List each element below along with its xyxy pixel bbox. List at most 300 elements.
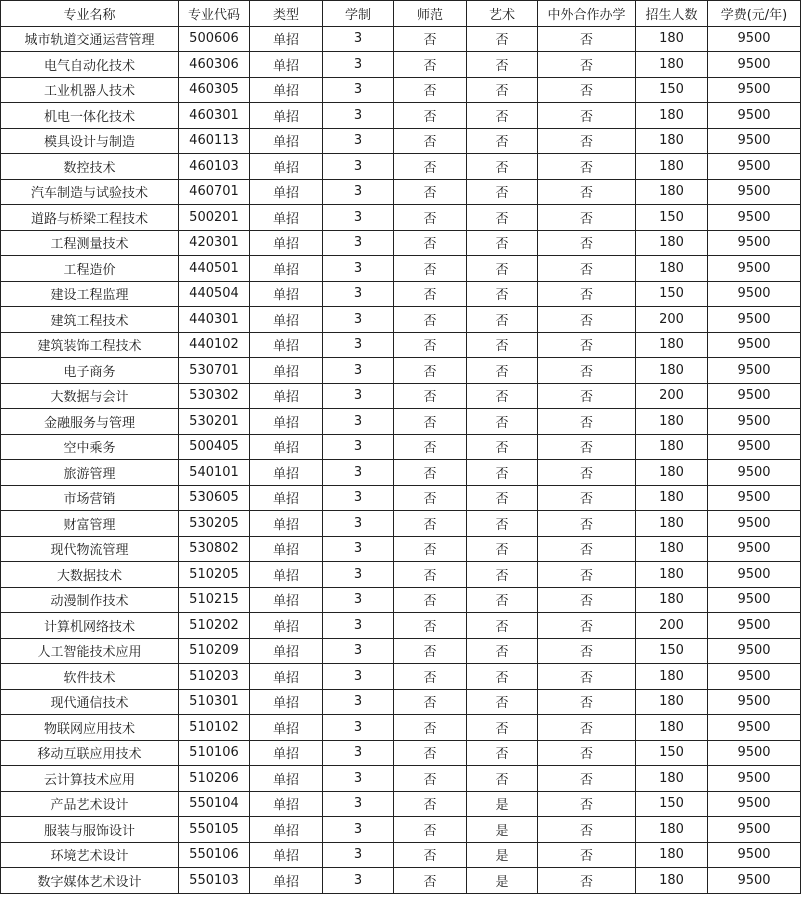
cell-art: 否 <box>467 230 538 256</box>
cell-major-code: 540101 <box>179 460 250 486</box>
table-row <box>1 154 801 180</box>
cell-joint-program: 否 <box>538 409 636 435</box>
cell-major-name: 移动互联应用技术 <box>1 740 179 766</box>
cell-major-name: 城市轨道交通运营管理 <box>1 26 179 52</box>
cell-art: 否 <box>467 205 538 231</box>
table-body <box>1 26 801 893</box>
cell-duration: 3 <box>323 358 394 384</box>
cell-enrollment: 180 <box>636 664 708 690</box>
header-major-code: 专业代码 <box>179 1 250 27</box>
cell-joint-program: 否 <box>538 281 636 307</box>
table-row <box>1 205 801 231</box>
cell-duration: 3 <box>323 689 394 715</box>
header-enrollment: 招生人数 <box>636 1 708 27</box>
cell-joint-program: 否 <box>538 383 636 409</box>
cell-type: 单招 <box>250 409 323 435</box>
cell-joint-program: 否 <box>538 511 636 537</box>
cell-tuition: 9500 <box>708 77 801 103</box>
cell-art: 否 <box>467 281 538 307</box>
cell-type: 单招 <box>250 511 323 537</box>
cell-art: 否 <box>467 613 538 639</box>
cell-duration: 3 <box>323 128 394 154</box>
cell-type: 单招 <box>250 689 323 715</box>
cell-enrollment: 200 <box>636 383 708 409</box>
cell-type: 单招 <box>250 536 323 562</box>
cell-normal: 否 <box>394 791 467 817</box>
cell-tuition: 9500 <box>708 383 801 409</box>
cell-joint-program: 否 <box>538 638 636 664</box>
cell-enrollment: 180 <box>636 128 708 154</box>
cell-major-name: 财富管理 <box>1 511 179 537</box>
cell-joint-program: 否 <box>538 740 636 766</box>
cell-major-code: 440501 <box>179 256 250 282</box>
cell-type: 单招 <box>250 383 323 409</box>
cell-tuition: 9500 <box>708 281 801 307</box>
cell-joint-program: 否 <box>538 52 636 78</box>
cell-duration: 3 <box>323 409 394 435</box>
cell-normal: 否 <box>394 281 467 307</box>
cell-duration: 3 <box>323 562 394 588</box>
header-duration: 学制 <box>323 1 394 27</box>
table-row <box>1 256 801 282</box>
header-joint-program: 中外合作办学 <box>538 1 636 27</box>
cell-major-code: 530701 <box>179 358 250 384</box>
cell-tuition: 9500 <box>708 256 801 282</box>
cell-tuition: 9500 <box>708 485 801 511</box>
cell-tuition: 9500 <box>708 766 801 792</box>
table-row <box>1 613 801 639</box>
cell-type: 单招 <box>250 281 323 307</box>
cell-type: 单招 <box>250 128 323 154</box>
cell-duration: 3 <box>323 52 394 78</box>
cell-type: 单招 <box>250 740 323 766</box>
table-row <box>1 791 801 817</box>
cell-enrollment: 180 <box>636 409 708 435</box>
cell-duration: 3 <box>323 740 394 766</box>
cell-enrollment: 150 <box>636 791 708 817</box>
cell-normal: 否 <box>394 689 467 715</box>
cell-major-name: 现代通信技术 <box>1 689 179 715</box>
cell-enrollment: 180 <box>636 511 708 537</box>
cell-tuition: 9500 <box>708 103 801 129</box>
cell-major-name: 汽车制造与试验技术 <box>1 179 179 205</box>
header-normal: 师范 <box>394 1 467 27</box>
cell-normal: 否 <box>394 511 467 537</box>
cell-type: 单招 <box>250 587 323 613</box>
cell-art: 是 <box>467 842 538 868</box>
cell-major-code: 510203 <box>179 664 250 690</box>
table-row <box>1 664 801 690</box>
cell-normal: 否 <box>394 664 467 690</box>
cell-joint-program: 否 <box>538 715 636 741</box>
header-art: 艺术 <box>467 1 538 27</box>
table-row <box>1 842 801 868</box>
table-row <box>1 358 801 384</box>
cell-type: 单招 <box>250 485 323 511</box>
table-row <box>1 332 801 358</box>
cell-type: 单招 <box>250 205 323 231</box>
cell-major-name: 机电一体化技术 <box>1 103 179 129</box>
cell-normal: 否 <box>394 128 467 154</box>
cell-joint-program: 否 <box>538 332 636 358</box>
cell-duration: 3 <box>323 485 394 511</box>
cell-tuition: 9500 <box>708 52 801 78</box>
cell-type: 单招 <box>250 332 323 358</box>
table-row <box>1 128 801 154</box>
cell-joint-program: 否 <box>538 434 636 460</box>
table-row <box>1 383 801 409</box>
cell-type: 单招 <box>250 154 323 180</box>
cell-type: 单招 <box>250 358 323 384</box>
cell-normal: 否 <box>394 332 467 358</box>
cell-tuition: 9500 <box>708 536 801 562</box>
table-row <box>1 281 801 307</box>
cell-enrollment: 180 <box>636 332 708 358</box>
cell-tuition: 9500 <box>708 740 801 766</box>
cell-duration: 3 <box>323 715 394 741</box>
cell-major-code: 460113 <box>179 128 250 154</box>
cell-type: 单招 <box>250 791 323 817</box>
cell-major-code: 500201 <box>179 205 250 231</box>
cell-joint-program: 否 <box>538 791 636 817</box>
cell-tuition: 9500 <box>708 205 801 231</box>
cell-major-code: 510202 <box>179 613 250 639</box>
cell-normal: 否 <box>394 715 467 741</box>
cell-art: 否 <box>467 358 538 384</box>
table-row <box>1 740 801 766</box>
cell-type: 单招 <box>250 664 323 690</box>
cell-type: 单招 <box>250 817 323 843</box>
cell-joint-program: 否 <box>538 842 636 868</box>
cell-art: 否 <box>467 434 538 460</box>
cell-enrollment: 180 <box>636 715 708 741</box>
cell-major-name: 道路与桥梁工程技术 <box>1 205 179 231</box>
cell-duration: 3 <box>323 868 394 894</box>
cell-type: 单招 <box>250 256 323 282</box>
cell-major-code: 510209 <box>179 638 250 664</box>
cell-type: 单招 <box>250 434 323 460</box>
cell-joint-program: 否 <box>538 128 636 154</box>
cell-major-code: 500405 <box>179 434 250 460</box>
cell-art: 否 <box>467 715 538 741</box>
cell-tuition: 9500 <box>708 817 801 843</box>
cell-duration: 3 <box>323 103 394 129</box>
cell-major-name: 建设工程监理 <box>1 281 179 307</box>
cell-type: 单招 <box>250 460 323 486</box>
cell-normal: 否 <box>394 740 467 766</box>
cell-enrollment: 180 <box>636 868 708 894</box>
cell-normal: 否 <box>394 434 467 460</box>
cell-normal: 否 <box>394 154 467 180</box>
cell-major-name: 人工智能技术应用 <box>1 638 179 664</box>
cell-art: 否 <box>467 740 538 766</box>
cell-enrollment: 180 <box>636 689 708 715</box>
cell-normal: 否 <box>394 766 467 792</box>
cell-art: 否 <box>467 664 538 690</box>
cell-type: 单招 <box>250 562 323 588</box>
cell-tuition: 9500 <box>708 26 801 52</box>
cell-art: 否 <box>467 307 538 333</box>
cell-major-name: 数控技术 <box>1 154 179 180</box>
cell-enrollment: 180 <box>636 256 708 282</box>
cell-enrollment: 180 <box>636 179 708 205</box>
cell-duration: 3 <box>323 154 394 180</box>
cell-major-code: 510301 <box>179 689 250 715</box>
cell-major-code: 530201 <box>179 409 250 435</box>
cell-art: 否 <box>467 638 538 664</box>
cell-major-code: 440102 <box>179 332 250 358</box>
cell-major-code: 500606 <box>179 26 250 52</box>
cell-major-name: 服装与服饰设计 <box>1 817 179 843</box>
cell-normal: 否 <box>394 205 467 231</box>
cell-tuition: 9500 <box>708 613 801 639</box>
cell-enrollment: 200 <box>636 307 708 333</box>
cell-tuition: 9500 <box>708 842 801 868</box>
cell-joint-program: 否 <box>538 868 636 894</box>
cell-type: 单招 <box>250 638 323 664</box>
cell-duration: 3 <box>323 587 394 613</box>
cell-major-name: 大数据技术 <box>1 562 179 588</box>
cell-major-name: 环境艺术设计 <box>1 842 179 868</box>
table-row <box>1 562 801 588</box>
cell-tuition: 9500 <box>708 664 801 690</box>
cell-major-name: 动漫制作技术 <box>1 587 179 613</box>
cell-major-name: 产品艺术设计 <box>1 791 179 817</box>
cell-tuition: 9500 <box>708 154 801 180</box>
cell-art: 否 <box>467 587 538 613</box>
table-row <box>1 103 801 129</box>
cell-duration: 3 <box>323 536 394 562</box>
cell-tuition: 9500 <box>708 434 801 460</box>
cell-major-code: 530802 <box>179 536 250 562</box>
cell-type: 单招 <box>250 179 323 205</box>
cell-enrollment: 180 <box>636 52 708 78</box>
cell-tuition: 9500 <box>708 307 801 333</box>
cell-joint-program: 否 <box>538 664 636 690</box>
cell-duration: 3 <box>323 281 394 307</box>
cell-joint-program: 否 <box>538 536 636 562</box>
cell-duration: 3 <box>323 256 394 282</box>
cell-normal: 否 <box>394 638 467 664</box>
table-row <box>1 766 801 792</box>
cell-tuition: 9500 <box>708 587 801 613</box>
cell-type: 单招 <box>250 613 323 639</box>
cell-duration: 3 <box>323 179 394 205</box>
cell-art: 否 <box>467 154 538 180</box>
cell-enrollment: 180 <box>636 230 708 256</box>
cell-tuition: 9500 <box>708 638 801 664</box>
cell-tuition: 9500 <box>708 715 801 741</box>
table-row <box>1 307 801 333</box>
cell-duration: 3 <box>323 230 394 256</box>
cell-joint-program: 否 <box>538 817 636 843</box>
cell-duration: 3 <box>323 307 394 333</box>
cell-joint-program: 否 <box>538 230 636 256</box>
cell-major-code: 460305 <box>179 77 250 103</box>
cell-normal: 否 <box>394 77 467 103</box>
cell-art: 否 <box>467 383 538 409</box>
cell-type: 单招 <box>250 52 323 78</box>
cell-normal: 否 <box>394 613 467 639</box>
cell-art: 否 <box>467 485 538 511</box>
cell-art: 是 <box>467 868 538 894</box>
cell-duration: 3 <box>323 77 394 103</box>
cell-enrollment: 180 <box>636 460 708 486</box>
table-row <box>1 485 801 511</box>
cell-joint-program: 否 <box>538 26 636 52</box>
cell-tuition: 9500 <box>708 511 801 537</box>
cell-enrollment: 180 <box>636 154 708 180</box>
table-row <box>1 26 801 52</box>
cell-duration: 3 <box>323 26 394 52</box>
table-row <box>1 52 801 78</box>
cell-art: 否 <box>467 460 538 486</box>
table-row <box>1 587 801 613</box>
cell-duration: 3 <box>323 638 394 664</box>
cell-normal: 否 <box>394 230 467 256</box>
table-row <box>1 817 801 843</box>
cell-normal: 否 <box>394 460 467 486</box>
table-row <box>1 179 801 205</box>
header-tuition: 学费(元/年) <box>708 1 801 27</box>
cell-tuition: 9500 <box>708 460 801 486</box>
cell-art: 否 <box>467 256 538 282</box>
cell-major-code: 460701 <box>179 179 250 205</box>
table-row <box>1 638 801 664</box>
cell-duration: 3 <box>323 842 394 868</box>
cell-type: 单招 <box>250 766 323 792</box>
table-row <box>1 868 801 894</box>
cell-enrollment: 180 <box>636 26 708 52</box>
cell-enrollment: 180 <box>636 842 708 868</box>
cell-major-code: 460306 <box>179 52 250 78</box>
cell-art: 否 <box>467 52 538 78</box>
cell-major-code: 550103 <box>179 868 250 894</box>
cell-tuition: 9500 <box>708 868 801 894</box>
cell-normal: 否 <box>394 868 467 894</box>
cell-normal: 否 <box>394 536 467 562</box>
cell-enrollment: 180 <box>636 562 708 588</box>
header-type: 类型 <box>250 1 323 27</box>
cell-major-name: 数字媒体艺术设计 <box>1 868 179 894</box>
cell-normal: 否 <box>394 103 467 129</box>
cell-type: 单招 <box>250 715 323 741</box>
cell-major-name: 现代物流管理 <box>1 536 179 562</box>
cell-major-code: 440504 <box>179 281 250 307</box>
cell-major-name: 物联网应用技术 <box>1 715 179 741</box>
cell-duration: 3 <box>323 460 394 486</box>
cell-major-name: 建筑工程技术 <box>1 307 179 333</box>
cell-major-code: 530302 <box>179 383 250 409</box>
cell-art: 否 <box>467 689 538 715</box>
cell-major-name: 模具设计与制造 <box>1 128 179 154</box>
cell-major-name: 工程测量技术 <box>1 230 179 256</box>
cell-tuition: 9500 <box>708 791 801 817</box>
cell-art: 否 <box>467 511 538 537</box>
cell-enrollment: 150 <box>636 638 708 664</box>
cell-normal: 否 <box>394 485 467 511</box>
cell-major-name: 市场营销 <box>1 485 179 511</box>
cell-art: 否 <box>467 103 538 129</box>
cell-art: 否 <box>467 409 538 435</box>
cell-major-code: 510106 <box>179 740 250 766</box>
cell-major-code: 530205 <box>179 511 250 537</box>
table-row <box>1 460 801 486</box>
cell-enrollment: 180 <box>636 103 708 129</box>
cell-art: 否 <box>467 26 538 52</box>
cell-joint-program: 否 <box>538 689 636 715</box>
cell-major-code: 550106 <box>179 842 250 868</box>
cell-duration: 3 <box>323 766 394 792</box>
cell-enrollment: 150 <box>636 205 708 231</box>
table-row <box>1 511 801 537</box>
cell-normal: 否 <box>394 587 467 613</box>
cell-major-name: 工业机器人技术 <box>1 77 179 103</box>
cell-major-code: 550105 <box>179 817 250 843</box>
cell-joint-program: 否 <box>538 179 636 205</box>
cell-joint-program: 否 <box>538 358 636 384</box>
cell-normal: 否 <box>394 409 467 435</box>
cell-art: 否 <box>467 562 538 588</box>
cell-normal: 否 <box>394 817 467 843</box>
cell-art: 否 <box>467 128 538 154</box>
cell-major-name: 工程造价 <box>1 256 179 282</box>
cell-major-code: 440301 <box>179 307 250 333</box>
cell-tuition: 9500 <box>708 358 801 384</box>
table-row <box>1 409 801 435</box>
cell-enrollment: 200 <box>636 613 708 639</box>
cell-normal: 否 <box>394 179 467 205</box>
cell-type: 单招 <box>250 868 323 894</box>
cell-joint-program: 否 <box>538 154 636 180</box>
cell-type: 单招 <box>250 103 323 129</box>
cell-major-name: 计算机网络技术 <box>1 613 179 639</box>
cell-tuition: 9500 <box>708 128 801 154</box>
cell-major-code: 460301 <box>179 103 250 129</box>
cell-joint-program: 否 <box>538 460 636 486</box>
cell-duration: 3 <box>323 332 394 358</box>
cell-joint-program: 否 <box>538 307 636 333</box>
cell-duration: 3 <box>323 434 394 460</box>
cell-normal: 否 <box>394 26 467 52</box>
cell-tuition: 9500 <box>708 332 801 358</box>
cell-duration: 3 <box>323 664 394 690</box>
cell-joint-program: 否 <box>538 103 636 129</box>
cell-major-code: 510102 <box>179 715 250 741</box>
cell-major-code: 550104 <box>179 791 250 817</box>
cell-major-name: 金融服务与管理 <box>1 409 179 435</box>
cell-art: 否 <box>467 77 538 103</box>
cell-major-name: 云计算技术应用 <box>1 766 179 792</box>
cell-tuition: 9500 <box>708 562 801 588</box>
cell-type: 单招 <box>250 26 323 52</box>
cell-major-name: 电气自动化技术 <box>1 52 179 78</box>
cell-enrollment: 180 <box>636 358 708 384</box>
cell-major-code: 510206 <box>179 766 250 792</box>
cell-type: 单招 <box>250 77 323 103</box>
cell-major-name: 电子商务 <box>1 358 179 384</box>
cell-enrollment: 180 <box>636 536 708 562</box>
table-row <box>1 434 801 460</box>
cell-art: 是 <box>467 817 538 843</box>
cell-joint-program: 否 <box>538 205 636 231</box>
cell-major-code: 530605 <box>179 485 250 511</box>
cell-joint-program: 否 <box>538 256 636 282</box>
cell-enrollment: 180 <box>636 817 708 843</box>
cell-major-code: 510215 <box>179 587 250 613</box>
table-row <box>1 77 801 103</box>
cell-type: 单招 <box>250 842 323 868</box>
